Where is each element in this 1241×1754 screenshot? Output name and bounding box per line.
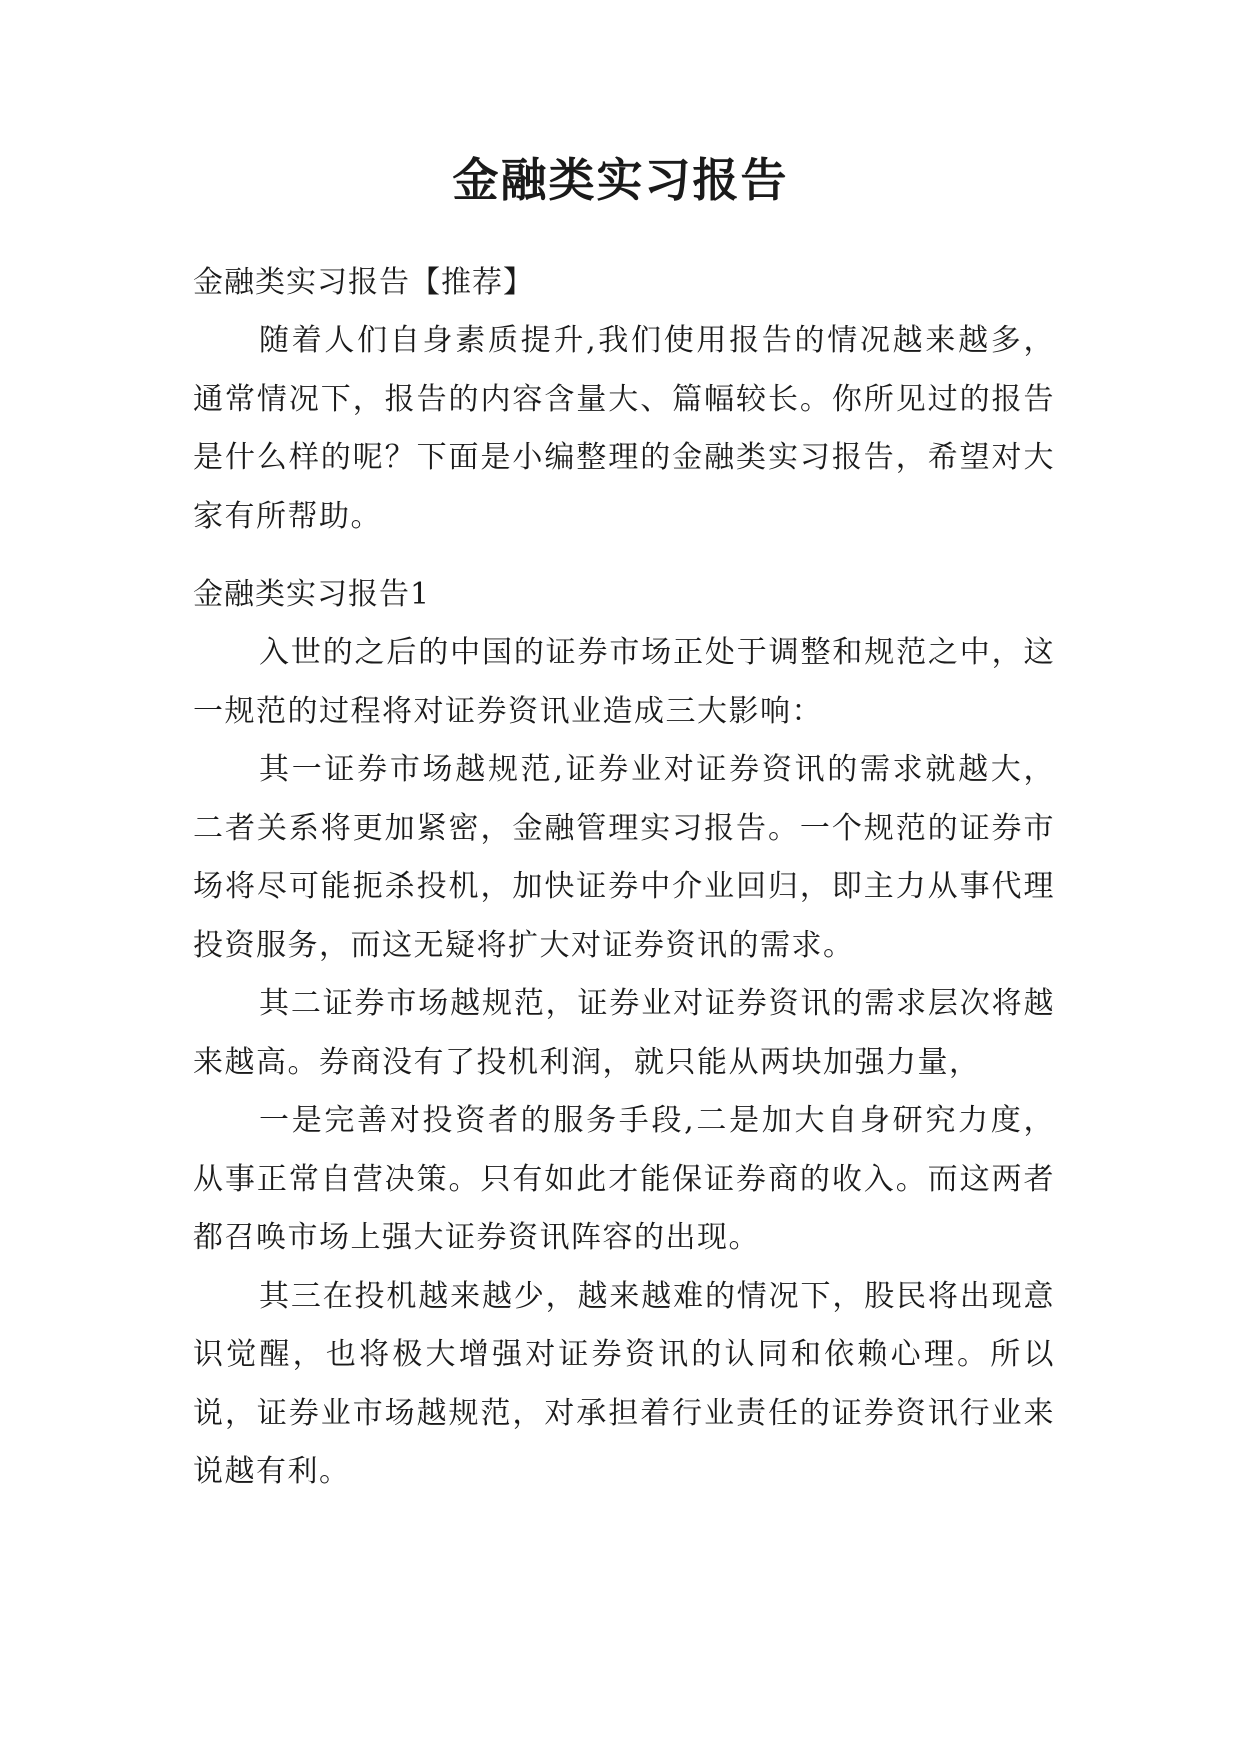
document-subtitle: 金融类实习报告【推荐】 — [193, 265, 534, 300]
intro-paragraph: 随着人们自身素质提升,我们使用报告的情况越来越多，通常情况下，报告的内容含量大、篇幅较长。你所见过的报告是什么样的呢？下面是小编整理的金融类实习报告，希望对大家有所帮助。 — [193, 323, 1055, 534]
section-heading: 金融类实习报告1 — [193, 577, 431, 612]
intro-block — [193, 312, 1055, 546]
section-paragraph: 一是完善对投资者的服务手段,二是加大自身研究力度，从事正常自营决策。只有如此才能保证券商的收入。而这两者都召唤市场上强大证券资讯阵容的出现。 — [193, 1103, 1055, 1255]
section-paragraph: 入世的之后的中国的证券市场正处于调整和规范之中，这一规范的过程将对证券资讯业造成三大影响： — [193, 635, 1055, 729]
section-paragraph: 其一证券市场越规范,证券业对证券资讯的需求就越大，二者关系将更加紧密，金融管理实习报告。一个规范的证券市场将尽可能扼杀投机，加快证券中介业回归，即主力从事代理投资服务，而这无疑将扩大对证券资讯的需求。 — [193, 752, 1055, 963]
section-body — [193, 624, 1055, 1502]
section-paragraph: 其二证券市场越规范，证券业对证券资讯的需求层次将越来越高。券商没有了投机利润，就只能从两块加强力量， — [193, 986, 1055, 1080]
page-title: 金融类实习报告 — [452, 153, 789, 207]
section-paragraph: 其三在投机越来越少，越来越难的情况下，股民将出现意识觉醒，也将极大增强对证券资讯的认同和依赖心理。所以说，证券业市场越规范，对承担着行业责任的证券资讯行业来说越有利。 — [193, 1278, 1055, 1489]
